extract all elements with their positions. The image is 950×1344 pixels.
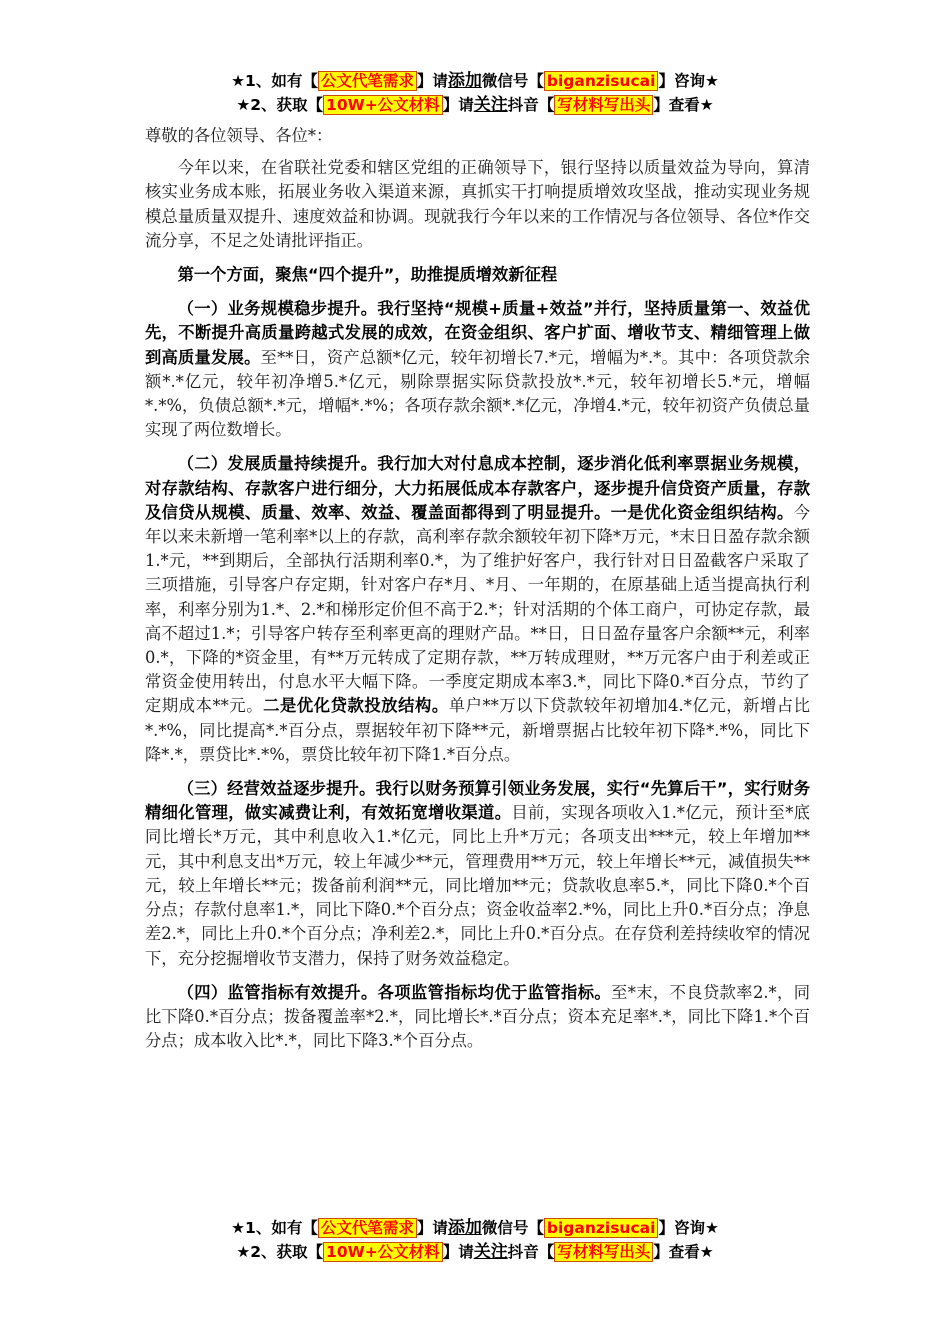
banner-text: 微信号【 <box>481 1219 544 1237</box>
paragraph-subhead: 二是优化贷款投放结构。 <box>263 696 449 716</box>
banner-text: 】查看★ <box>653 96 714 114</box>
highlight-douyin-name: 写材料写出头 <box>554 1242 653 1262</box>
highlight-service: 公文代笔需求 <box>318 71 417 91</box>
paragraph-lead: （四）监管指标有效提升。各项监管指标均优于监管指标。 <box>177 982 612 1002</box>
underline-follow: 关注 <box>473 1242 508 1262</box>
highlight-service: 公文代笔需求 <box>318 1218 417 1238</box>
underline-add: 添加 <box>447 1218 482 1238</box>
section-heading <box>145 263 810 287</box>
highlight-wechat-id: biganzisucai <box>544 71 659 91</box>
paragraph-text: 至*末，不良贷款率2.*，同比下降0.*百分点；拨备覆盖率*2.*，同比增长*.*百分点；资本充足率*.*，同比下降1.*个百分点；成本收入比*.*，同比下降3.*个百分点。 <box>145 982 810 1051</box>
banner-text: 】咨询★ <box>658 72 719 90</box>
highlight-douyin-name: 写材料写出头 <box>554 95 653 115</box>
banner-text: ★2、获取【 <box>236 1243 324 1261</box>
banner-text: 】请 <box>416 1219 448 1237</box>
underline-follow: 关注 <box>473 95 508 115</box>
paragraph-business-scale <box>145 297 810 442</box>
banner-text: 抖音【 <box>507 1243 555 1261</box>
highlight-materials: 10W+公文材料 <box>323 1242 443 1262</box>
underline-add: 添加 <box>447 71 482 91</box>
paragraph-lead: （一）业务规模稳步提升。我行坚持“规模+质量+效益”并行，坚持质量第一、效益优先，不断提升高质量跨越式发展的成效，在资金组织、客户扩面、增收节支、精细管理上做到高质量发展。 <box>145 299 810 367</box>
banner-text: 微信号【 <box>481 72 544 90</box>
paragraph-regulatory-indicators <box>145 981 810 1054</box>
paragraph-operating-efficiency <box>145 777 810 971</box>
highlight-materials: 10W+公文材料 <box>323 95 443 115</box>
banner-line-2 <box>0 93 950 117</box>
paragraph-text: 至**日，资产总额*亿元，较年初增长7.*元，增幅为*.*。其中：各项贷款余额*.*亿元，较年初净增5.*亿元，剔除票据实际贷款投放*.*元，较年初增长5.*元，增幅*.*%，负债总额*.*元，增幅*.*%；各项存款余额*.*亿元，净增4.*元，较年初资产负债总量实现了两位数增长。 <box>145 347 810 440</box>
bottom-promo-banner <box>0 1216 950 1264</box>
document-body <box>145 124 810 1053</box>
paragraph-lead: （二）发展质量持续提升。我行加大对付息成本控制，逐步消化低利率票据业务规模，对存款结构、存款客户进行细分，大力拓展低成本存款客户，逐步提升信贷资产质量，存款及信贷从规模、质量、效率、效益、覆盖面都得到了明显提升。一是优化资金组织结构。 <box>145 454 810 522</box>
paragraph-text: 单户**万以下贷款较年初增加4.*亿元，新增占比*.*%，同比提高*.*百分点，票据较年初下降**元，新增票据占比较年初下降*.*%，同比下降*.*，票贷比*.*%，票贷比较年初下降1.*百分点。 <box>145 696 810 764</box>
banner-text: ★1、如有【 <box>231 1219 318 1237</box>
section-heading-text: 第一个方面，聚焦“四个提升”，助推提质增效新征程 <box>177 265 558 285</box>
paragraph-text: 目前，实现各项收入1.*亿元，预计至*底同比增长*万元，其中利息收入1.*亿元，同比上升*万元；各项支出***元，较上年增加**元，其中利息支出*万元，较上年减少**元，管理费用**万元，较上年增长**元，减值损失**元，较上年增长**元；拨备前利润**元，同比增加**元；贷款收息率5.*，同比下降0.*个百分点；存款付息率1.*，同比下降0.*个百分点；资金收益率2.*%，同比上升0.*百分点；净息差2.*，同比上升0.*个百分点；净利差2.*，同比上升0.*百分点。在存贷利差持续收窄的情况下，充分挖掘增收节支潜力，保持了财务效益稳定。 <box>145 803 810 968</box>
paragraph-lead: （三）经营效益逐步提升。我行以财务预算引领业务发展，实行“先算后干”，实行财务精细化管理，做实减费让利，有效拓宽增收渠道。 <box>145 779 810 823</box>
paragraph-development-quality <box>145 452 810 767</box>
salutation: 尊敬的各位领导、各位*： <box>145 126 333 145</box>
banner-text: ★1、如有【 <box>231 72 318 90</box>
banner-text: 】查看★ <box>653 1243 714 1261</box>
intro-paragraph: 今年以来，在省联社党委和辖区党组的正确领导下，银行坚持以质量效益为导向，算清核实业务成本账，拓展业务收入渠道来源，真抓实干打响提质增效攻坚战，推动实现业务规模总量质量双提升、速度效益和协调。现就我行今年以来的工作情况与各位领导、各位*作交流分享，不足之处请批评指正。 <box>145 158 810 250</box>
banner-text: 】请 <box>416 72 448 90</box>
banner-text: 】请 <box>442 96 474 114</box>
banner-text: 抖音【 <box>507 96 555 114</box>
banner-text: 】咨询★ <box>658 1219 719 1237</box>
top-promo-banner <box>0 69 950 117</box>
highlight-wechat-id: biganzisucai <box>544 1218 659 1238</box>
banner-text: ★2、获取【 <box>236 96 324 114</box>
banner-line-1 <box>0 69 950 93</box>
banner-line-1 <box>0 1216 950 1240</box>
paragraph-text: 今年以来未新增一笔利率*以上的存款，高利率存款余额较年初下降*万元，*末日日盈存款余额1.*元，**到期后，全部执行活期利率0.*，为了维护好客户，我行针对日日盈截客户采取了三项措施，引导客户存定期，针对客户存*月、*月、一年期的，在原基础上适当提高执行利率，利率分别为1.*、2.*和梯形定价但不高于2.*；针对活期的个体工商户，可协定存款，最高不超过1.*；引导客户转存至利率更高的理财产品。**日，日日盈存量客户余额**元，利率0.*，下降的*资金里，有**万元转成了定期存款，**万转成理财，**万元客户由于利差或正常资金使用转出，付息水平大幅下降。一季度定期成本率3.*，同比下降0.*百分点，节约了定期成本**元。 <box>145 502 810 716</box>
banner-text: 】请 <box>442 1243 474 1261</box>
banner-line-2 <box>0 1240 950 1264</box>
